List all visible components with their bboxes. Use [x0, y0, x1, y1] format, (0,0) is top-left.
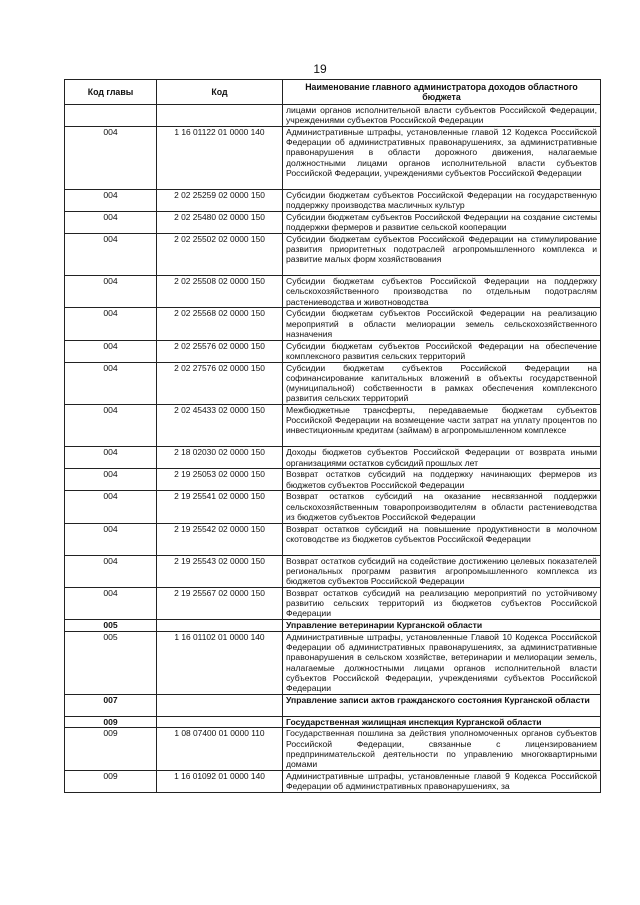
- table-row: [65, 189, 601, 211]
- table-row: [65, 233, 601, 275]
- chapter-code-cell: 004: [65, 340, 157, 362]
- chapter-code-cell: 005: [65, 620, 157, 632]
- table-row: [65, 469, 601, 491]
- name-cell: Доходы бюджетов субъектов Российской Федерации от возврата иными организациями остатков субсидий прошлых лет: [283, 447, 601, 469]
- chapter-code-cell: [65, 105, 157, 127]
- header-name: Наименование главного администратора доходов областного бюджета: [283, 80, 601, 105]
- table-row: [65, 447, 601, 469]
- table-header-row: [65, 80, 601, 105]
- code-cell: 2 02 45433 02 0000 150: [157, 404, 283, 446]
- chapter-code-cell: 004: [65, 447, 157, 469]
- code-cell: 2 19 25541 02 0000 150: [157, 491, 283, 523]
- name-cell: Административные штрафы, установленные Главой 10 Кодекса Российской Федерации об административных правонарушениях, за административные правонарушения в сельском хозяйстве, ветеринарии и мелиорации земель, налагаемые должностными лицами органов исполнительной власти субъектов Российской Федерации, учреждениями субъектов Российской Федерации: [283, 631, 601, 694]
- code-cell: [157, 716, 283, 728]
- chapter-code-cell: 004: [65, 362, 157, 404]
- name-cell: Административные штрафы, установленные главой 12 Кодекса Российской Федерации об административных правонарушениях, за административные правонарушения в области дорожного движения, налагаемые должностными лицами органов исполнительной власти субъектов Российской Федерации, учреждениями субъектов Российской Федерации: [283, 127, 601, 190]
- table-section-row: [65, 694, 601, 716]
- name-cell: Возврат остатков субсидий на повышение продуктивности в молочном скотоводстве из бюджетов субъектов Российской Федерации: [283, 523, 601, 555]
- table-row: [65, 127, 601, 190]
- code-cell: 2 19 25053 02 0000 150: [157, 469, 283, 491]
- table-row: [65, 728, 601, 770]
- name-cell: Возврат остатков субсидий на оказание несвязанной поддержки сельскохозяйственным товаропроизводителям в области растениеводства из бюджетов субъектов Российской Федерации: [283, 491, 601, 523]
- name-cell: Административные штрафы, установленные главой 9 Кодекса Российской Федерации об административных правонарушениях, за: [283, 770, 601, 792]
- chapter-code-cell: 009: [65, 728, 157, 770]
- chapter-code-cell: 004: [65, 211, 157, 233]
- code-cell: 1 08 07400 01 0000 110: [157, 728, 283, 770]
- chapter-code-cell: 004: [65, 404, 157, 446]
- table-row: [65, 362, 601, 404]
- name-cell: Государственная пошлина за действия уполномоченных органов субъектов Российской Федерации, связанные с лицензированием предпринимательской деятельности по управлению многоквартирными домами: [283, 728, 601, 770]
- code-cell: 2 02 25259 02 0000 150: [157, 189, 283, 211]
- chapter-code-cell: 004: [65, 189, 157, 211]
- table-row: [65, 404, 601, 446]
- code-cell: 2 19 25567 02 0000 150: [157, 587, 283, 619]
- code-cell: 2 02 25502 02 0000 150: [157, 233, 283, 275]
- code-cell: 2 02 25508 02 0000 150: [157, 276, 283, 308]
- chapter-code-cell: 004: [65, 491, 157, 523]
- chapter-code-cell: 004: [65, 587, 157, 619]
- name-cell: Возврат остатков субсидий на содействие достижению целевых показателей региональных программ развития агропромышленного комплекса из бюджетов субъектов Российской Федерации: [283, 555, 601, 587]
- code-cell: 2 02 25480 02 0000 150: [157, 211, 283, 233]
- code-cell: 2 19 25543 02 0000 150: [157, 555, 283, 587]
- code-cell: 2 18 02030 02 0000 150: [157, 447, 283, 469]
- table-row: [65, 340, 601, 362]
- code-cell: 1 16 01092 01 0000 140: [157, 770, 283, 792]
- code-cell: 2 02 25568 02 0000 150: [157, 308, 283, 340]
- header-chapter-code: Код главы: [65, 80, 157, 105]
- name-cell: лицами органов исполнительной власти субъектов Российской Федерации, учреждениями субъектов Российской Федерации: [283, 105, 601, 127]
- table-row: [65, 491, 601, 523]
- chapter-code-cell: 009: [65, 716, 157, 728]
- table-row: [65, 105, 601, 127]
- header-code: Код: [157, 80, 283, 105]
- chapter-code-cell: 004: [65, 233, 157, 275]
- section-title-cell: Управление записи актов гражданского состояния Курганской области: [283, 694, 601, 716]
- code-cell: [157, 694, 283, 716]
- code-cell: [157, 105, 283, 127]
- chapter-code-cell: 009: [65, 770, 157, 792]
- name-cell: Субсидии бюджетам субъектов Российской Федерации на софинансирование капитальных вложений в объекты государственной (муниципальной) собственности в рамках обеспечения комплексного развития сельских территорий: [283, 362, 601, 404]
- page-number: 19: [313, 62, 327, 76]
- table-section-row: [65, 620, 601, 632]
- table-row: [65, 631, 601, 694]
- code-cell: 2 02 25576 02 0000 150: [157, 340, 283, 362]
- name-cell: Возврат остатков субсидий на поддержку начинающих фермеров из бюджетов субъектов Российской Федерации: [283, 469, 601, 491]
- table-row: [65, 770, 601, 792]
- name-cell: Межбюджетные трансферты, передаваемые бюджетам субъектов Российской Федерации на возмещение части затрат на уплату процентов по инвестиционным кредитам (займам) в агропромышленном комплексе: [283, 404, 601, 446]
- chapter-code-cell: 004: [65, 555, 157, 587]
- name-cell: Субсидии бюджетам субъектов Российской Федерации на стимулирование развития приоритетных подотраслей агропромышленного комплекса и развитие малых форм хозяйствования: [283, 233, 601, 275]
- code-cell: [157, 620, 283, 632]
- table-row: [65, 555, 601, 587]
- section-title-cell: Управление ветеринарии Курганской области: [283, 620, 601, 632]
- revenue-administrators-table: [64, 79, 601, 793]
- table-section-row: [65, 716, 601, 728]
- name-cell: Возврат остатков субсидий на реализацию мероприятий по устойчивому развитию сельских территорий из бюджетов субъектов Российской Федерации: [283, 587, 601, 619]
- code-cell: 2 19 25542 02 0000 150: [157, 523, 283, 555]
- chapter-code-cell: 004: [65, 308, 157, 340]
- name-cell: Субсидии бюджетам субъектов Российской Федерации на государственную поддержку производства масличных культур: [283, 189, 601, 211]
- section-title-cell: Государственная жилищная инспекция Курганской области: [283, 716, 601, 728]
- chapter-code-cell: 004: [65, 276, 157, 308]
- code-cell: 2 02 27576 02 0000 150: [157, 362, 283, 404]
- code-cell: 1 16 01102 01 0000 140: [157, 631, 283, 694]
- code-cell: 1 16 01122 01 0000 140: [157, 127, 283, 190]
- table-row: [65, 587, 601, 619]
- table-body: [65, 105, 601, 793]
- name-cell: Субсидии бюджетам субъектов Российской Федерации на создание системы поддержки фермеров и развитие сельской кооперации: [283, 211, 601, 233]
- table-row: [65, 308, 601, 340]
- chapter-code-cell: 004: [65, 523, 157, 555]
- table-row: [65, 523, 601, 555]
- name-cell: Субсидии бюджетам субъектов Российской Федерации на поддержку сельскохозяйственного производства по отдельным подотраслям растениеводства и животноводства: [283, 276, 601, 308]
- chapter-code-cell: 007: [65, 694, 157, 716]
- table-row: [65, 211, 601, 233]
- table-row: [65, 276, 601, 308]
- name-cell: Субсидии бюджетам субъектов Российской Федерации на обеспечение комплексного развития сельских территорий: [283, 340, 601, 362]
- name-cell: Субсидии бюджетам субъектов Российской Федерации на реализацию мероприятий в области мелиорации земель сельскохозяйственного назначения: [283, 308, 601, 340]
- chapter-code-cell: 004: [65, 469, 157, 491]
- chapter-code-cell: 005: [65, 631, 157, 694]
- chapter-code-cell: 004: [65, 127, 157, 190]
